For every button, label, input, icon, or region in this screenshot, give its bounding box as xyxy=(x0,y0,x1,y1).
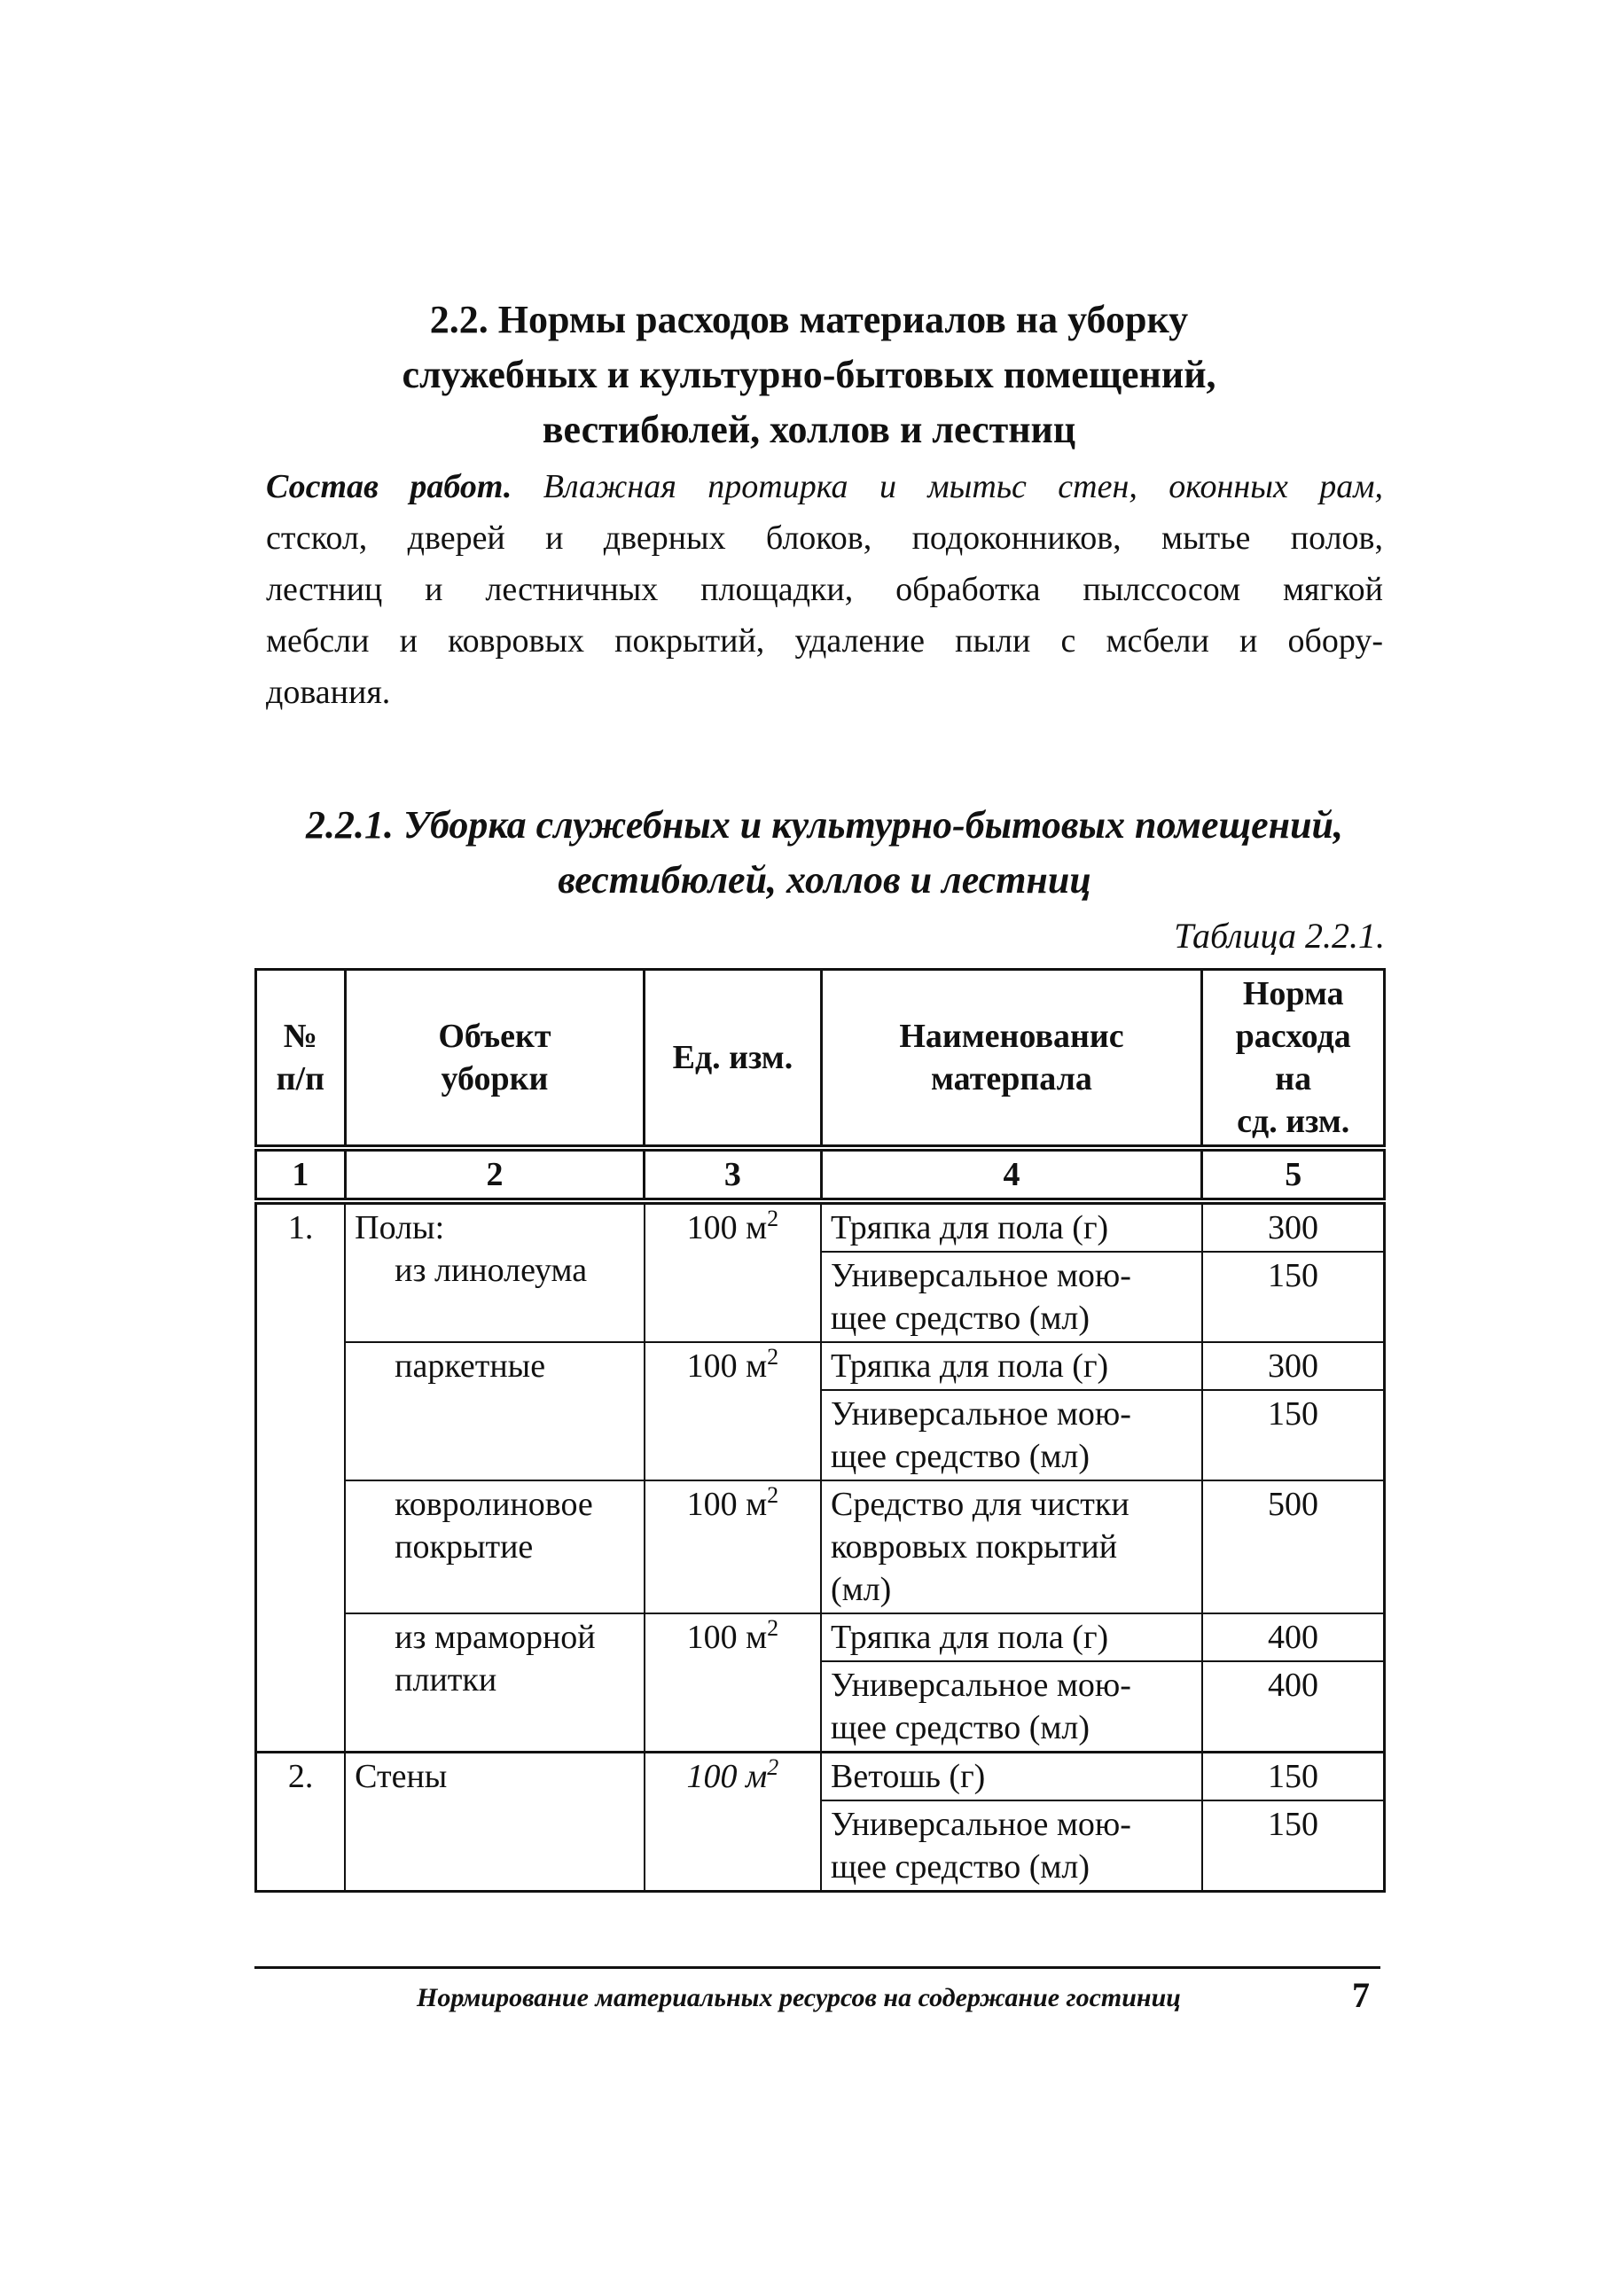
norm-cell: 300 xyxy=(1202,1342,1385,1390)
section-title-line: 2.2. Нормы расходов материалов на уборку xyxy=(429,298,1189,341)
column-number: 5 xyxy=(1202,1148,1385,1201)
material-cell: Универсальное мою- щее средство (мл) xyxy=(821,1661,1202,1753)
object-cell: из мраморной плитки xyxy=(345,1613,645,1753)
norm-cell: 500 xyxy=(1202,1480,1385,1613)
paragraph-line: Влажная протирка и мытьс стен, оконных рам, xyxy=(543,468,1383,505)
subsection-title-line: 2.2.1. Уборка служебных и культурно-бытовых помещений, xyxy=(305,803,1344,847)
object-cell: ковролиновое покрытие xyxy=(345,1480,645,1613)
column-number: 4 xyxy=(821,1148,1202,1201)
unit-cell: 100 $м^2$ xyxy=(645,1753,821,1892)
column-number: 1 xyxy=(256,1148,346,1201)
norm-cell: 300 xyxy=(1202,1201,1385,1252)
row-number: 1. xyxy=(256,1201,346,1753)
running-footer: Нормирование материальных ресурсов на содержание гостиниц xyxy=(417,1983,1181,2012)
subsection-title xyxy=(266,798,1383,908)
page-number: 7 xyxy=(1352,1975,1370,2015)
table-row xyxy=(256,1480,1385,1613)
unit-cell: 100 $м^2$ xyxy=(645,1201,821,1342)
paragraph-line: дования. xyxy=(266,674,391,711)
material-cell: Тряпка для пола (г) xyxy=(821,1613,1202,1661)
footer-divider xyxy=(254,1966,1380,1969)
header-unit: Ед. изм. xyxy=(645,970,821,1149)
material-cell: Универсальное мою- щее средство (мл) xyxy=(821,1800,1202,1892)
work-composition-paragraph xyxy=(266,461,1383,718)
material-cell: Универсальное мою- щее средство (мл) xyxy=(821,1390,1202,1480)
norm-cell: 400 xyxy=(1202,1661,1385,1753)
norm-cell: 150 xyxy=(1202,1753,1385,1801)
table-caption: Таблица 2.2.1. xyxy=(1174,916,1385,956)
table-row xyxy=(256,1201,1385,1252)
material-cell: Тряпка для пола (г) xyxy=(821,1342,1202,1390)
column-number-row xyxy=(256,1148,1385,1201)
norm-cell: 150 xyxy=(1202,1252,1385,1342)
norm-cell: 150 xyxy=(1202,1800,1385,1892)
table-row xyxy=(256,1613,1385,1661)
material-cell: Ветошь (г) xyxy=(821,1753,1202,1801)
table-header-row xyxy=(256,970,1385,1149)
object-cell: паркетные xyxy=(345,1342,645,1480)
header-object: Объект уборки xyxy=(345,970,645,1149)
materials-norms-table-walls xyxy=(254,1751,1386,1893)
material-cell: Средство для чистки ковровых покрытий (мл) xyxy=(821,1480,1202,1613)
material-cell: Тряпка для пола (г) xyxy=(821,1201,1202,1252)
column-number: 2 xyxy=(345,1148,645,1201)
material-cell: Универсальное мою- щее средство (мл) xyxy=(821,1252,1202,1342)
section-title-line: вестибюлей, холлов и лестниц xyxy=(542,408,1076,451)
object-cell: Полы: из линолеума xyxy=(345,1201,645,1342)
section-title xyxy=(266,293,1352,457)
subsection-title-line: вестибюлей, холлов и лестниц xyxy=(558,858,1091,902)
paragraph-line: лестниц и лестничных площадки, обработка пылссосом мягкой xyxy=(266,571,1383,608)
materials-norms-table xyxy=(254,968,1386,1753)
header-number: № п/п xyxy=(256,970,346,1149)
table-row xyxy=(256,1753,1385,1801)
header-material: Наименованис матерпала xyxy=(821,970,1202,1149)
section-title-line: служебных и культурно-бытовых помещений, xyxy=(402,353,1216,396)
norm-cell: 150 xyxy=(1202,1390,1385,1480)
norm-cell: 400 xyxy=(1202,1613,1385,1661)
object-cell: Стены xyxy=(345,1753,645,1892)
unit-cell: 100 $м^2$ xyxy=(645,1480,821,1613)
unit-cell: 100 $м^2$ xyxy=(645,1342,821,1480)
paragraph-line: мебсли и ковровых покрытий, удаление пыли с мсбели и обору- xyxy=(266,622,1383,660)
header-norm: Норма расхода на сд. изм. xyxy=(1202,970,1385,1149)
column-number: 3 xyxy=(645,1148,821,1201)
work-composition-lead: Состав работ. xyxy=(266,468,512,505)
paragraph-line: стскол, дверей и дверных блоков, подоконников, мытье полов, xyxy=(266,519,1383,557)
table-row xyxy=(256,1342,1385,1390)
unit-cell: 100 $м^2$ xyxy=(645,1613,821,1753)
row-number: 2. xyxy=(256,1753,346,1892)
